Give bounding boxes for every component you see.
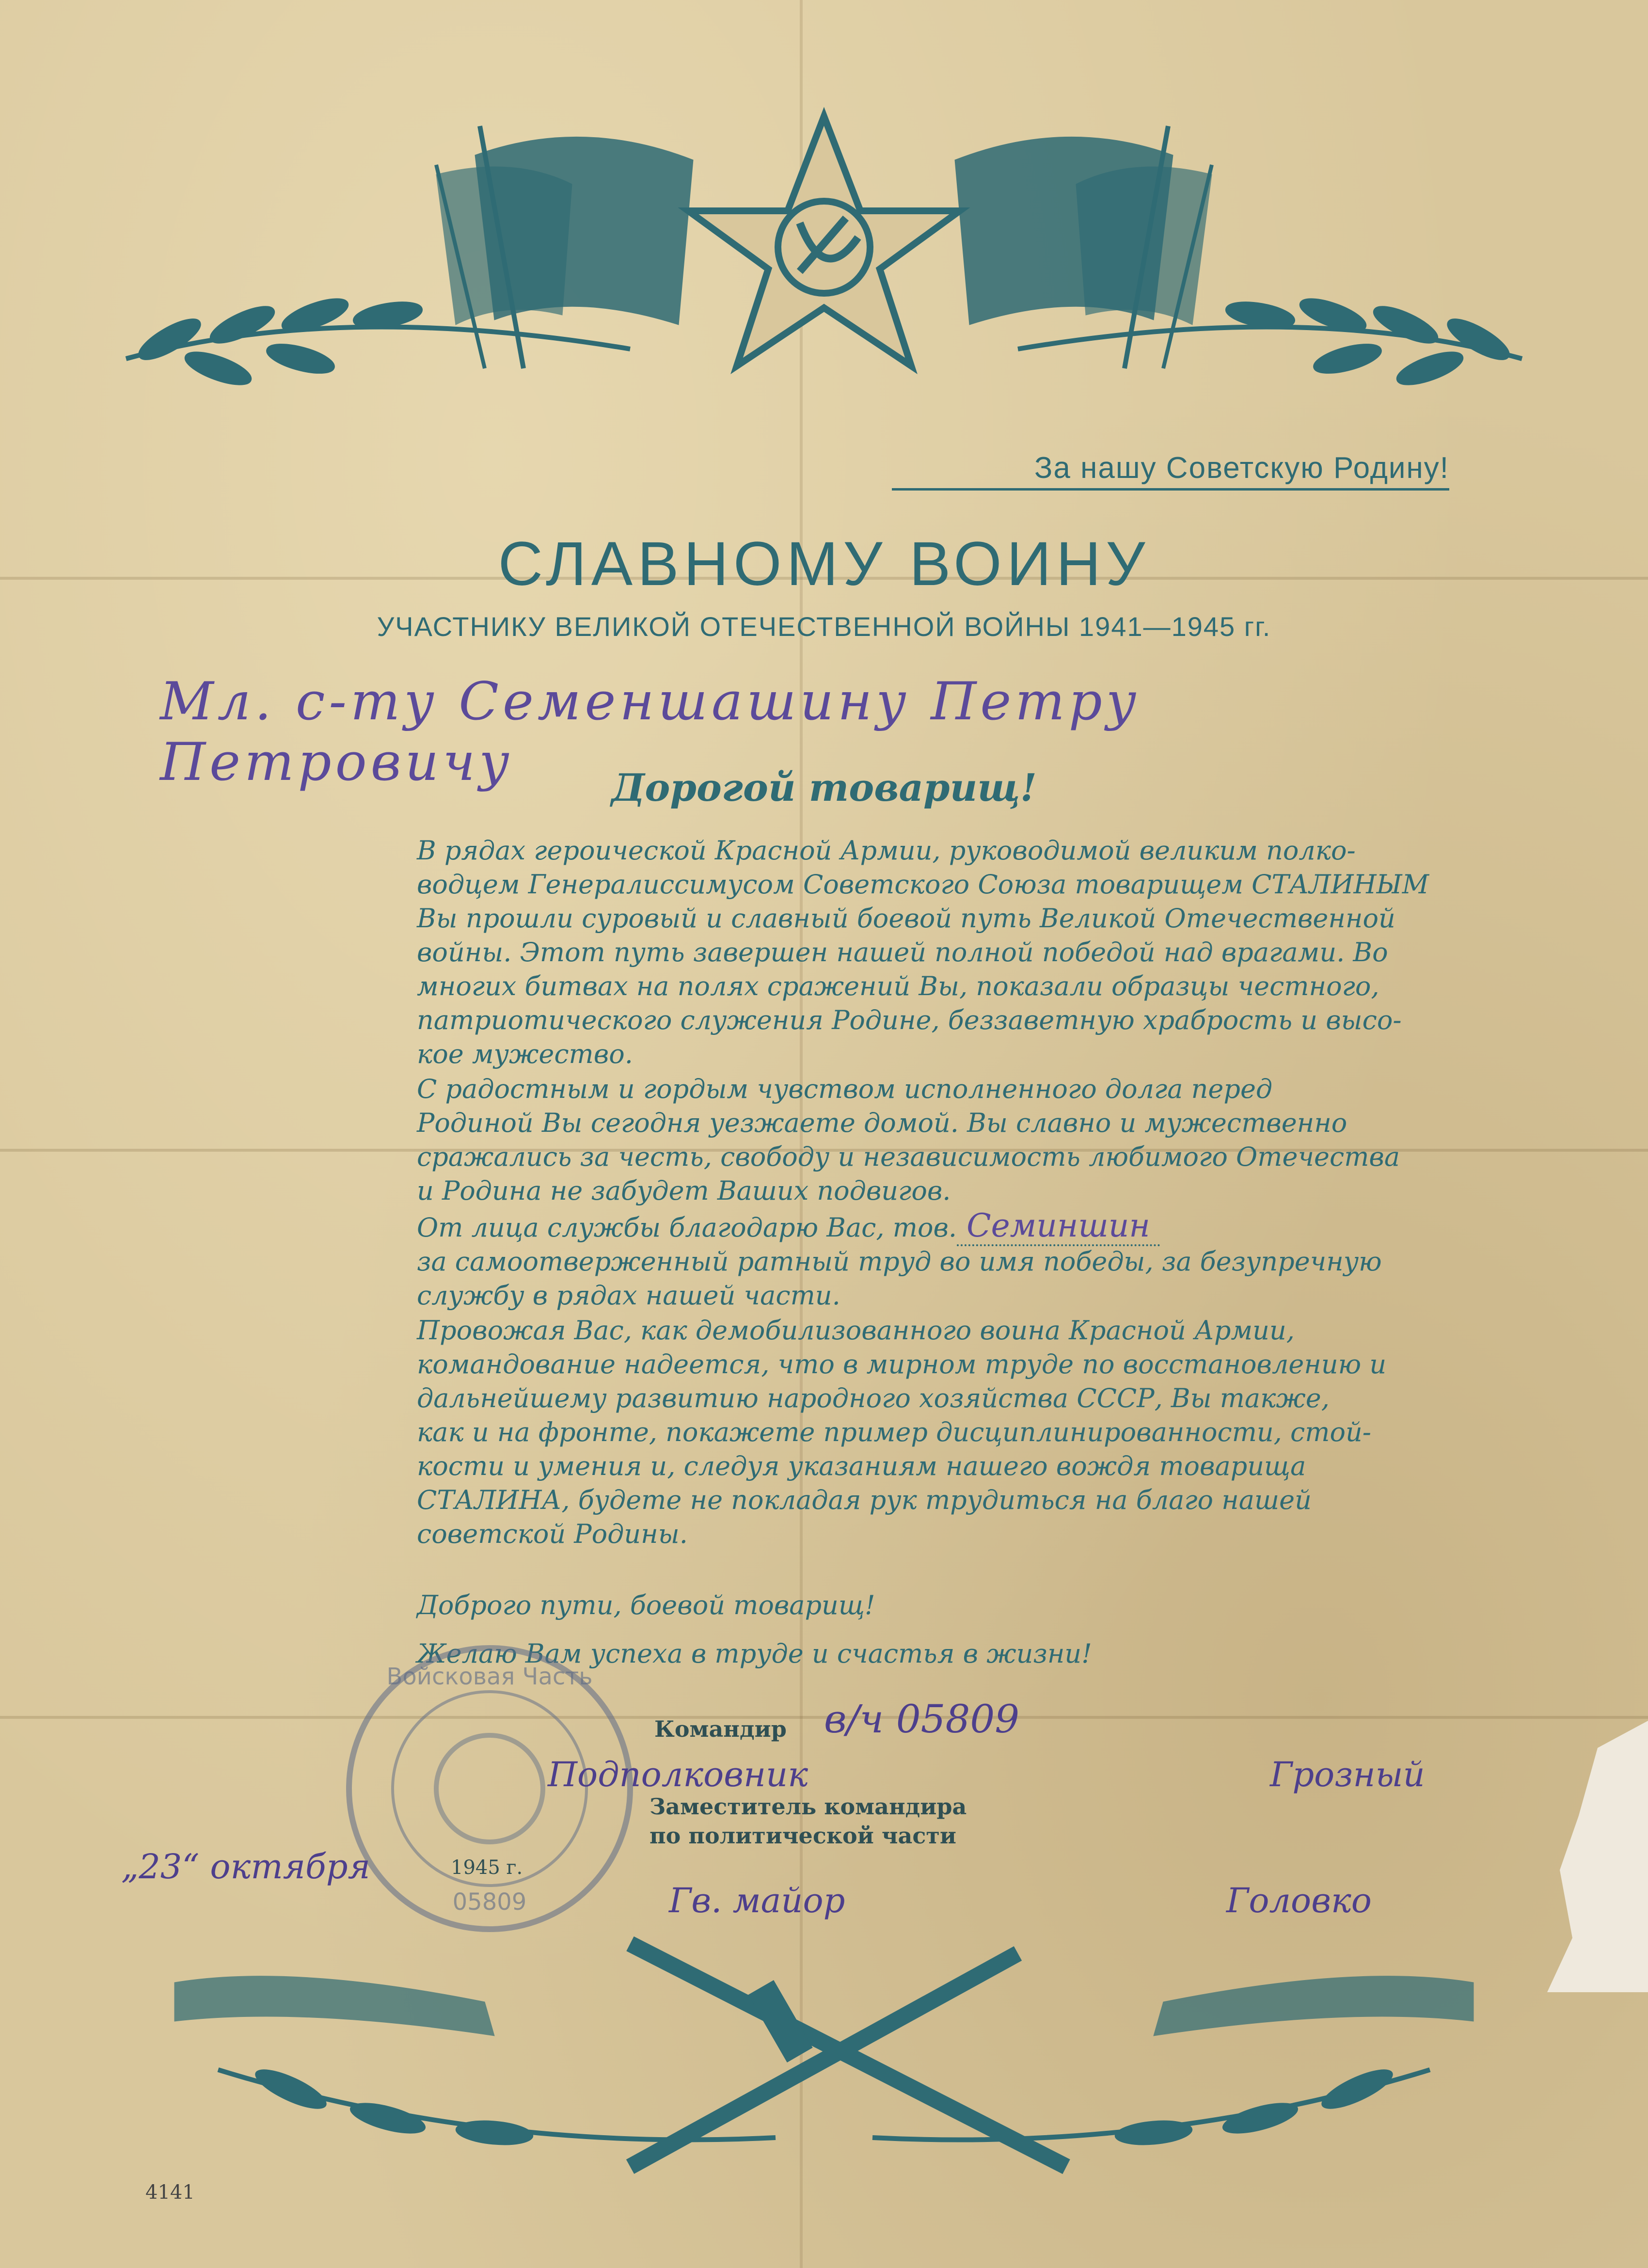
deputy-rank: Гв. майор [669,1881,845,1920]
text-line: как и на фронте, покажете пример дисциплинированности, стой- [417,1417,1371,1447]
star-emblem-icon [97,97,1551,412]
text-line: дальнейшему развитию народного хозяйства СССР, Вы также, [417,1383,1330,1413]
text-line: В рядах героической Красной Армии, руководимой великим полко- [417,835,1356,866]
commander-name: Грозный [1270,1755,1425,1794]
deputy-label-line-1: Заместитель командира [650,1793,967,1820]
stamp-text-bottom: 05809 [452,1888,527,1916]
paragraph-3 [373,1209,1498,1313]
motto: За нашу Советскую Родину! [892,451,1449,491]
page-title: СЛАВНОМУ ВОИНУ [498,529,1150,599]
commander-unit: в/ч 05809 [824,1697,1020,1742]
commander-label: Командир [654,1716,787,1742]
torn-corner [1522,1721,1648,1992]
issue-date: „23“ октября [121,1847,370,1887]
text-line: С радостным и гордым чувством исполненного долга перед [417,1074,1273,1104]
text-line: Родиной Вы сегодня уезжаете домой. Вы славно и мужественно [417,1108,1347,1138]
letter-body [373,834,1498,1552]
thanks-prefix: От лица службы благодарю Вас, тов. [417,1212,957,1243]
text-line: за самоотверженный ратный труд во имя победы, за безупречную [417,1246,1382,1277]
text-line: кое мужество. [417,1039,633,1069]
text-line: службу в рядах нашей части. [417,1280,840,1311]
deputy-label-line-2: по политической части [650,1823,956,1849]
handwritten-surname: Семиншин [957,1207,1160,1246]
text-line: патриотического служения Родине, беззаветную храбрость и высо- [417,1005,1402,1035]
text-line [373,1209,1498,1245]
text-line: и Родина не забудет Ваших подвигов. [417,1175,951,1206]
text-line: командование надеется, что в мирном труде по восстановлению и [417,1349,1387,1380]
paragraph-1 [373,834,1498,1071]
commander-rank: Подполковник [548,1755,808,1794]
paragraph-4 [373,1314,1498,1551]
page-subtitle: УЧАСТНИКУ ВЕЛИКОЙ ОТЕЧЕСТВЕННОЙ ВОЙНЫ 1941—1945 гг. [377,611,1271,642]
deputy-name: Головко [1226,1881,1372,1920]
text-line: кости и умения и, следуя указаниям нашего вождя товарища [417,1451,1306,1481]
greeting: Дорогой товарищ! [611,766,1037,810]
text-line: Вы прошли суровый и славный боевой путь Великой Отечественной [417,903,1395,934]
text-line: Провожая Вас, как демобилизованного воина Красной Армии, [417,1315,1295,1346]
text-line: сражались за честь, свободу и независимость любимого Отечества [417,1142,1400,1172]
stamp-text-top: Войсковая Часть [386,1663,593,1690]
closing-line-1: Доброго пути, боевой товарищ! [417,1590,875,1620]
text-line: войны. Этот путь завершен нашей полной победой над врагами. Во [417,937,1388,967]
closing-line-2: Желаю Вам успеха в труде и счастья в жизни! [417,1638,1092,1669]
text-line: многих битвах на полях сражений Вы, показали образцы честного, [417,971,1379,1001]
paragraph-2 [373,1072,1498,1208]
crossed-rifles-icon [145,1924,1503,2196]
text-line: СТАЛИНА, будете не покладая рук трудиться на благо нашей [417,1485,1312,1515]
recipient-name: Мл. с-ту Семеншашину Петру Петровичу [160,671,1141,793]
text-line: советской Родины. [417,1519,688,1549]
document-number: 4141 [145,2181,195,2204]
text-line: водцем Генералиссимусом Советского Союза товарищем СТАЛИНЫМ [417,869,1429,900]
issue-year: 1945 г. [451,1856,523,1879]
